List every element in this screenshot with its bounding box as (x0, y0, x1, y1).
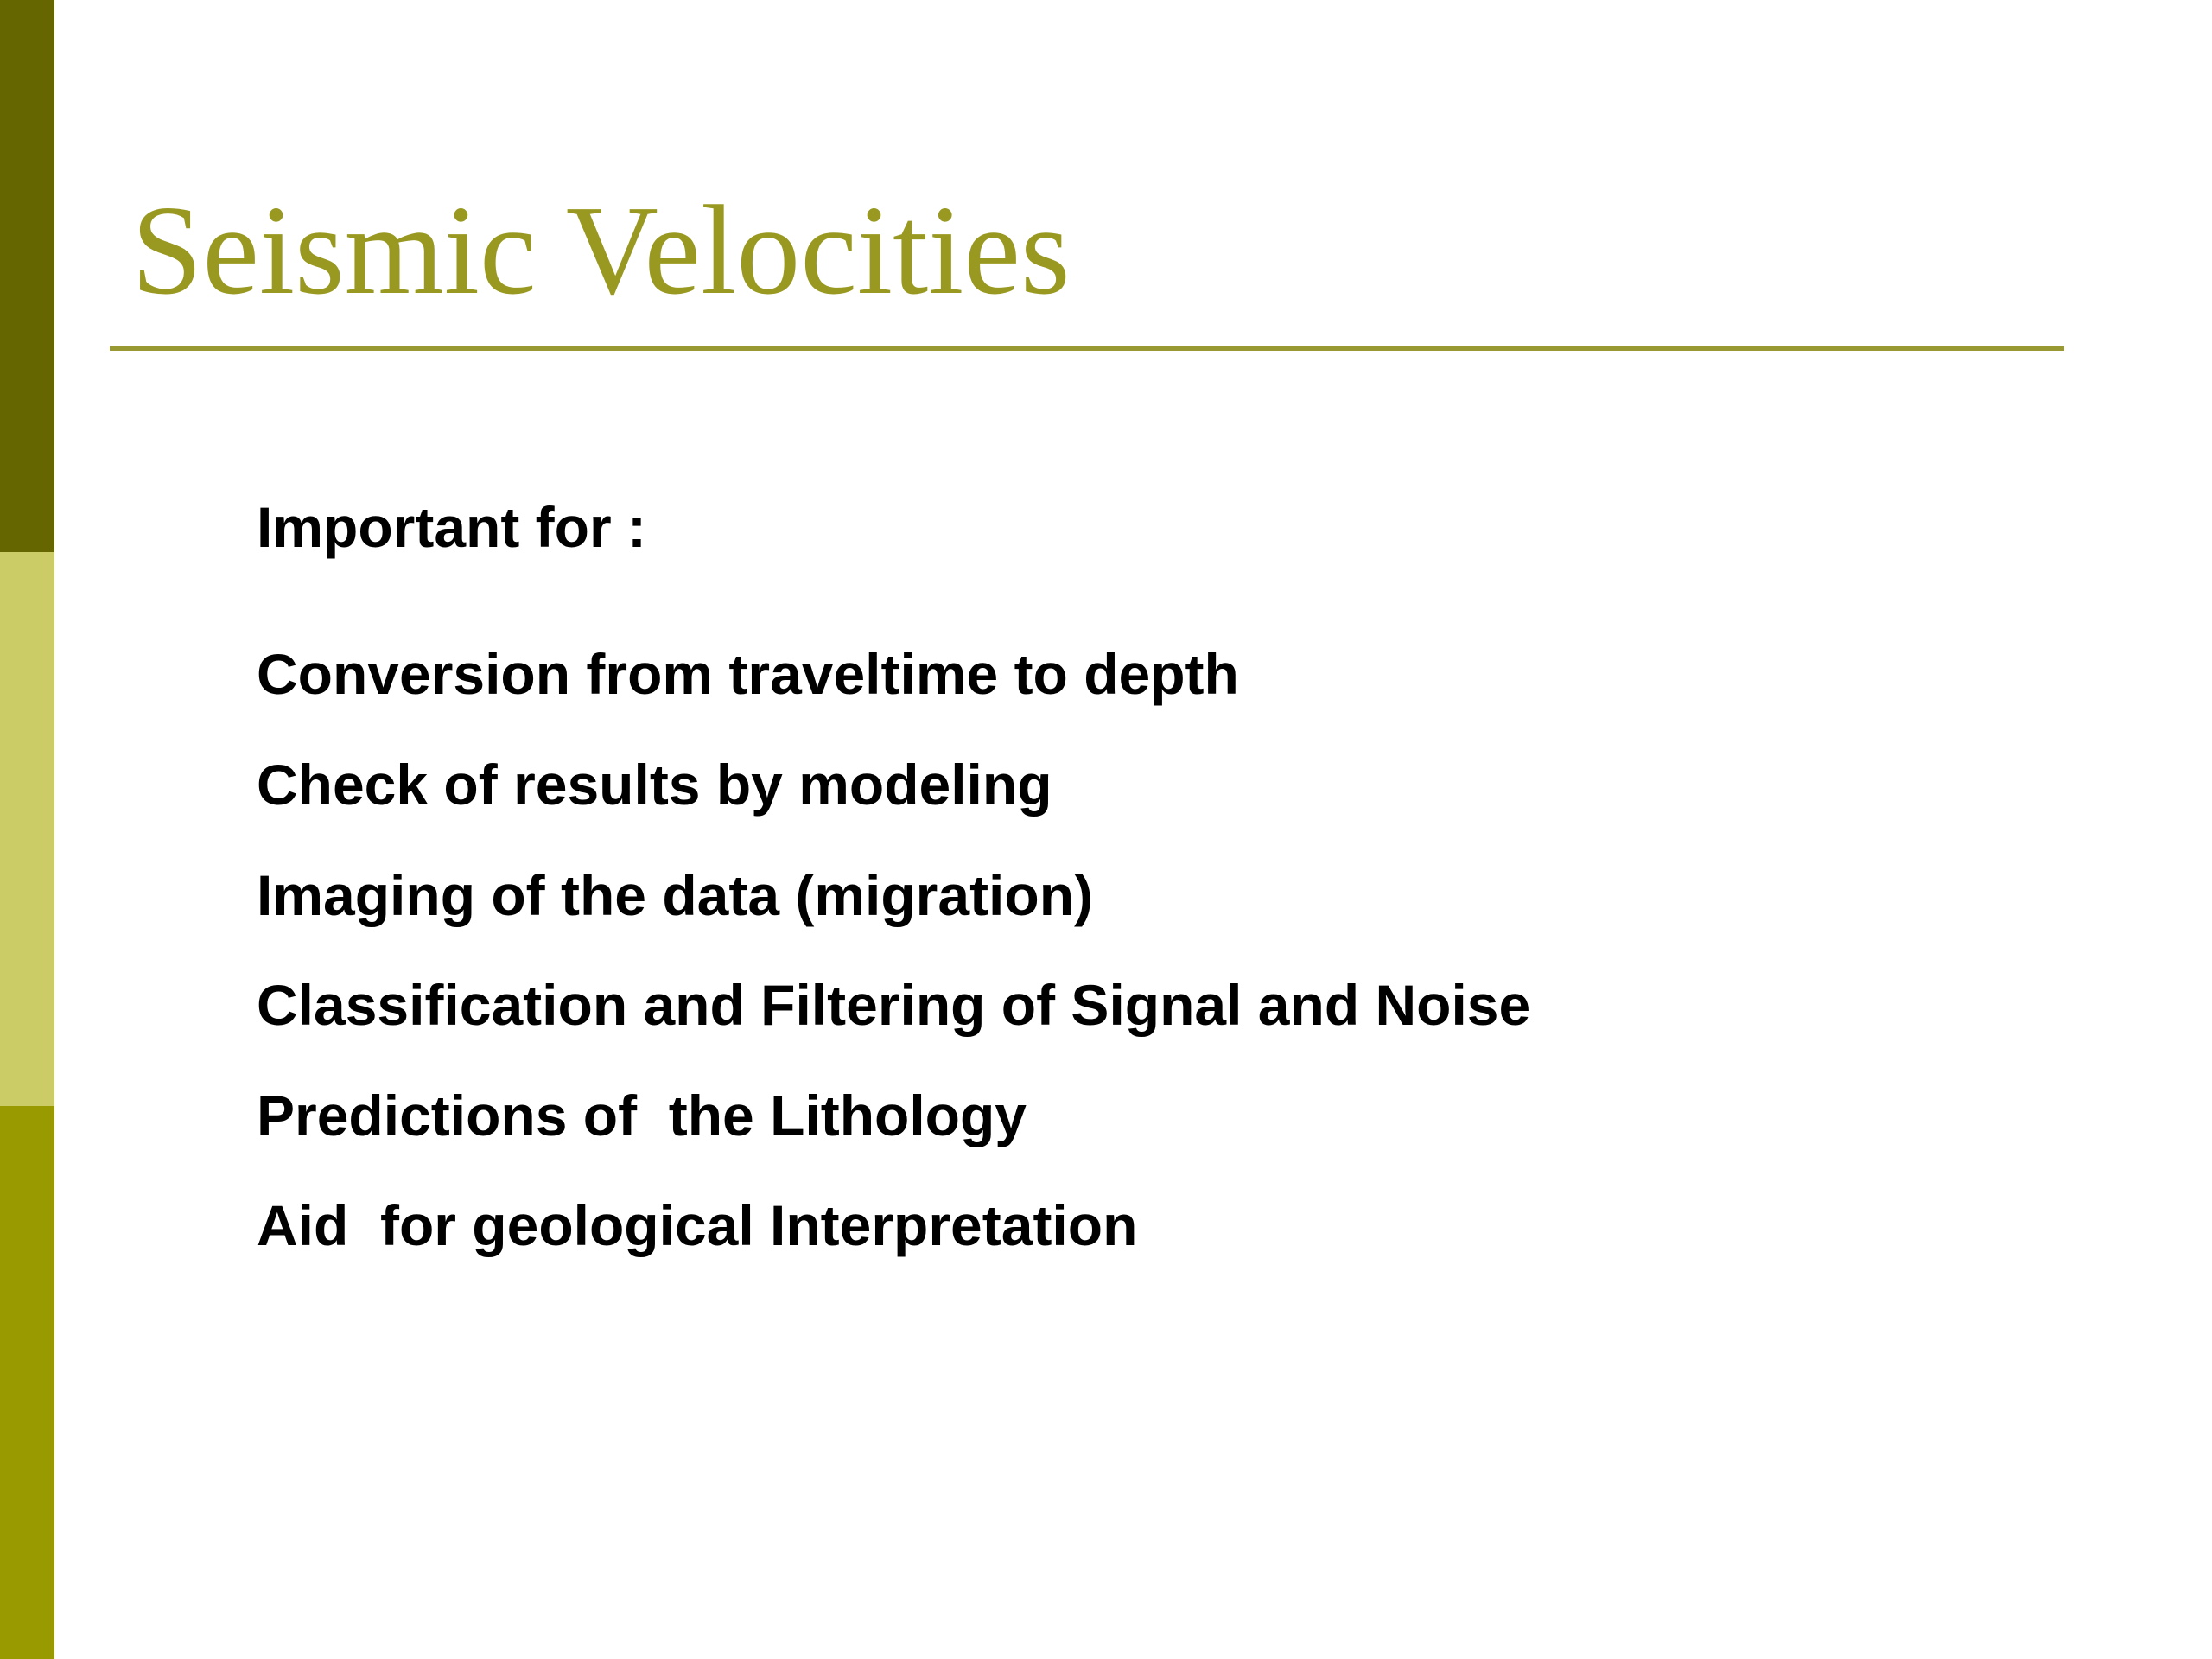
list-item: Classification and Filtering of Signal and Noise (257, 973, 1531, 1037)
list-item: Predictions of the Lithology (257, 1084, 1027, 1147)
title-divider (110, 346, 2064, 351)
list-item: Imaging of the data (migration) (257, 863, 1093, 927)
sidebar-segment-middle (0, 552, 54, 1106)
list-item: Conversion from traveltime to depth (257, 642, 1239, 706)
sidebar-segment-bottom (0, 1106, 54, 1659)
sidebar-segment-top (0, 0, 54, 552)
list-item: Check of results by modeling (257, 753, 1052, 817)
list-item: Aid for geological Interpretation (257, 1193, 1138, 1257)
intro-label: Important for : (257, 495, 646, 559)
decorative-sidebar (0, 0, 54, 1659)
slide-title: Seismic Velocities (131, 180, 1071, 321)
